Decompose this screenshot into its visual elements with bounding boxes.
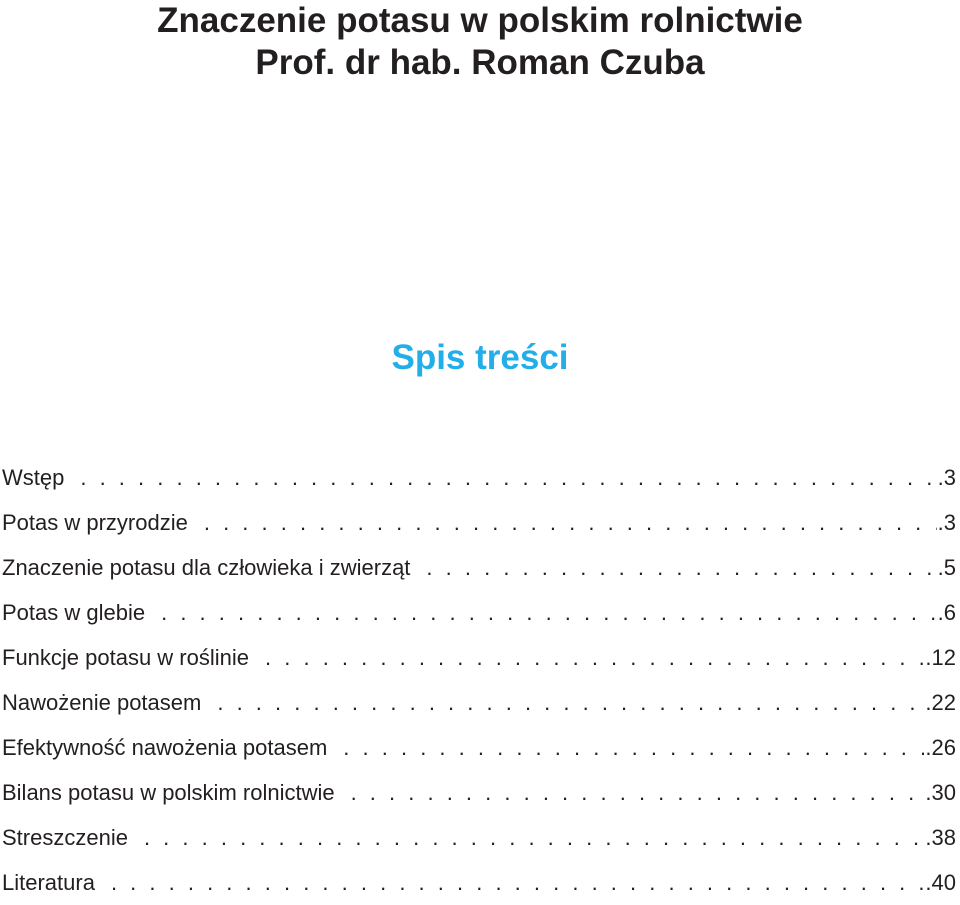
toc-entry-label: Literatura xyxy=(2,870,95,895)
toc-entry[interactable] xyxy=(0,770,956,815)
toc-entry-label: Potas w glebie xyxy=(2,600,146,625)
toc-entry[interactable] xyxy=(0,635,956,680)
toc-entry[interactable] xyxy=(0,500,956,545)
toc-entry[interactable] xyxy=(0,590,956,635)
toc-entry-label: Streszczenie xyxy=(2,825,128,850)
toc-dot-leader xyxy=(426,545,936,590)
toc-entry-label: Efektywność nawożenia potasem xyxy=(2,735,328,760)
document-header xyxy=(0,0,960,84)
toc-dot-leader xyxy=(204,500,937,545)
toc-entry[interactable] xyxy=(0,725,956,770)
document-author: Prof. dr hab. Roman Czuba xyxy=(255,43,705,82)
toc-heading: Spis treści xyxy=(391,338,569,377)
toc-entry[interactable] xyxy=(0,680,956,725)
toc-entry-label: Potas w przyrodzie xyxy=(2,510,188,535)
toc-dot-leader xyxy=(217,680,924,725)
toc-entry[interactable] xyxy=(0,815,956,860)
toc-entry-page: .12 xyxy=(925,645,956,670)
toc-dot-leader xyxy=(343,725,924,770)
toc-dot-leader xyxy=(144,815,924,860)
toc-dot-leader xyxy=(80,455,936,500)
toc-entry-page: .26 xyxy=(925,735,956,760)
toc-dot-leader xyxy=(161,590,937,635)
toc-entry-page: .5 xyxy=(937,555,956,580)
toc-entry[interactable] xyxy=(0,860,956,905)
toc-dot-leader xyxy=(111,860,924,905)
toc-entry-label: Bilans potasu w polskim rolnictwie xyxy=(2,780,335,805)
toc-dot-leader xyxy=(351,770,925,815)
toc-entry-page: .3 xyxy=(937,510,956,535)
toc-entry-page: .6 xyxy=(937,600,956,625)
toc-entry-page: .40 xyxy=(925,870,956,895)
toc-entry-page: .22 xyxy=(925,690,956,715)
toc-entry-label: Wstęp xyxy=(2,465,65,490)
toc-entry-page: .38 xyxy=(925,825,956,850)
table-of-contents xyxy=(0,455,956,905)
toc-entry-label: Funkcje potasu w roślinie xyxy=(2,645,250,670)
toc-entry-page: .3 xyxy=(937,465,956,490)
toc-entry[interactable] xyxy=(0,455,956,500)
toc-entry-page: .30 xyxy=(925,780,956,805)
toc-entry[interactable] xyxy=(0,545,956,590)
document-title: Znaczenie potasu w polskim rolnictwie xyxy=(157,1,803,40)
toc-entry-label: Nawożenie potasem xyxy=(2,690,202,715)
toc-entry-label: Znaczenie potasu dla człowieka i zwierząt xyxy=(2,555,411,580)
toc-dot-leader xyxy=(265,635,924,680)
